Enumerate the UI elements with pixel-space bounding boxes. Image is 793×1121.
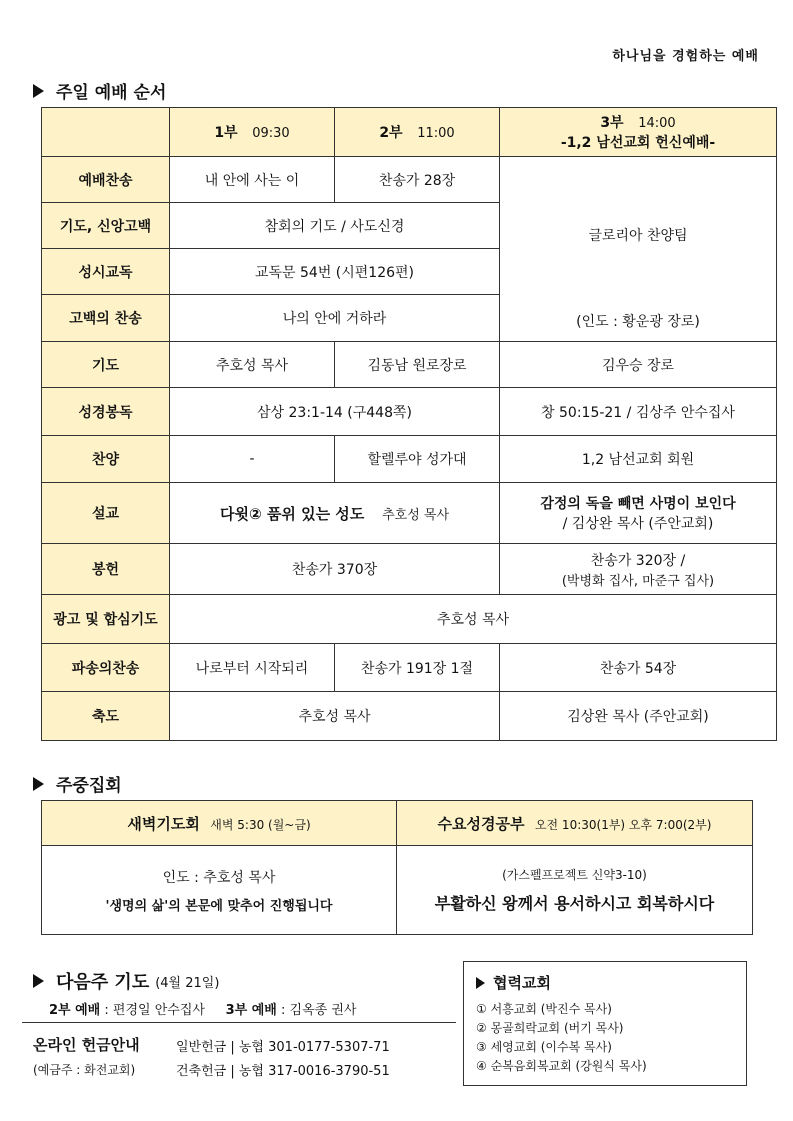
- online-offering-title: 온라인 헌금안내: [33, 1036, 140, 1054]
- sermon-1-2-cell: 다윗② 품위 있는 성도 추호성 목사: [170, 483, 500, 544]
- cell: 찬송가 191장 1절: [335, 644, 500, 692]
- dawn-prayer-cell: 인도 : 추호성 목사 '생명의 삶'의 본문에 맞추어 진행됩니다: [42, 846, 397, 935]
- cell: 1,2 남선교회 회원: [500, 436, 777, 483]
- cell: 추호성 목사: [170, 595, 777, 644]
- cell: 추호성 목사: [170, 692, 500, 741]
- weekday-section-title: [33, 771, 122, 796]
- triangle-bullet-icon: [476, 977, 485, 989]
- row-label: 광고 및 합심기도: [42, 595, 170, 644]
- cell: 삼상 23:1-14 (구448쪽): [170, 388, 500, 436]
- list-item: ③ 세영교회 (이수복 목사): [476, 1040, 612, 1054]
- cell: 김동남 원로장로: [335, 342, 500, 388]
- next-prayer-title: 다음주 기도 (4월 21일): [33, 968, 219, 994]
- praise-team-leader-text: (인도 : 황운광 장로): [576, 314, 700, 330]
- wednesday-study-cell: (가스펠프로젝트 신약3-10) 부활하신 왕께서 용서하시고 회복하시다: [397, 846, 753, 935]
- cell: 나의 안에 거하라: [170, 295, 500, 342]
- cell: 김상완 목사 (주안교회): [500, 692, 777, 741]
- general-offering-account: 일반헌금 | 농협 301-0177-5307-71: [176, 1040, 390, 1055]
- table-header-row: [42, 108, 777, 157]
- sunday-section-title: [33, 78, 166, 103]
- table-row: [42, 692, 777, 741]
- cell: 내 안에 사는 이: [170, 157, 335, 203]
- section-title-text: 주일 예배 순서: [56, 83, 167, 103]
- cell: 추호성 목사: [170, 342, 335, 388]
- table-row: [42, 846, 753, 935]
- table-row: [42, 157, 777, 203]
- dawn-prayer-header: 새벽기도회 새벽 5:30 (월~금): [42, 801, 397, 846]
- row-label: 예배찬송: [42, 157, 170, 203]
- cell: 찬송가 28장: [335, 157, 500, 203]
- cell: 찬송가 370장: [170, 544, 500, 595]
- row-label: 기도: [42, 342, 170, 388]
- row-label: 성시교독: [42, 249, 170, 295]
- cell: 찬송가 54장: [500, 644, 777, 692]
- row-label: 성경봉독: [42, 388, 170, 436]
- cell: 김우승 장로: [500, 342, 777, 388]
- weekday-meetings-table: [41, 800, 753, 935]
- partner-churches-title: 협력교회: [476, 972, 734, 993]
- service-1-header: 1부 09:30: [170, 108, 335, 157]
- cell: 할렐루야 성가대: [335, 436, 500, 483]
- list-item: ④ 순복음회복교회 (강원식 목사): [476, 1059, 647, 1073]
- section-title-text: 주중집회: [56, 776, 122, 796]
- service-2-header: 2부 11:00: [335, 108, 500, 157]
- divider-line: [22, 1022, 456, 1023]
- list-item: ② 몽골희락교회 (버기 목사): [476, 1021, 624, 1035]
- table-row: [42, 388, 777, 436]
- row-label: 축도: [42, 692, 170, 741]
- account-holder-text: (예금주 : 화전교회): [33, 1063, 136, 1077]
- table-header-row: [42, 801, 753, 846]
- row-label: 기도, 신앙고백: [42, 203, 170, 249]
- triangle-bullet-icon: [33, 84, 44, 98]
- header-empty-cell: [42, 108, 170, 157]
- offering-3-cell: 찬송가 320장 / (박병화 집사, 마준구 집사): [500, 544, 777, 595]
- sermon-3-cell: 감정의 독을 빼면 사명이 보인다 / 김상완 목사 (주안교회): [500, 483, 777, 544]
- motto-text: 하나님을 경험하는 예배: [612, 49, 759, 64]
- row-label: 찬양: [42, 436, 170, 483]
- row-label: 봉헌: [42, 544, 170, 595]
- next-prayer-leaders: 2부 예배 : 편경일 안수집사 3부 예배 : 김옥종 권사: [49, 1003, 357, 1018]
- row-label: 설교: [42, 483, 170, 544]
- table-row: [42, 544, 777, 595]
- table-row: [42, 644, 777, 692]
- cell: 교독문 54번 (시편126편): [170, 249, 500, 295]
- wednesday-study-header: 수요성경공부 오전 10:30(1부) 오후 7:00(2부): [397, 801, 753, 846]
- service-3-header: 3부 14:00 -1,2 남선교회 헌신예배-: [500, 108, 777, 157]
- triangle-bullet-icon: [33, 777, 44, 791]
- triangle-bullet-icon: [33, 974, 44, 988]
- partner-churches-box: [463, 961, 747, 1086]
- row-label: 파송의찬송: [42, 644, 170, 692]
- table-row: [42, 595, 777, 644]
- table-row: [42, 483, 777, 544]
- service-3-praise-team-cell: [500, 157, 777, 342]
- list-item: ① 서흥교회 (박진수 목사): [476, 1002, 612, 1016]
- table-row: [42, 342, 777, 388]
- cell: 나로부터 시작되리: [170, 644, 335, 692]
- row-label: 고백의 찬송: [42, 295, 170, 342]
- cell: 참회의 기도 / 사도신경: [170, 203, 500, 249]
- next-prayer-date: (4월 21일): [155, 975, 220, 991]
- cell: -: [170, 436, 335, 483]
- sunday-order-table: [41, 107, 777, 741]
- building-offering-account: 건축헌금 | 농협 317-0016-3790-51: [176, 1064, 390, 1079]
- table-row: [42, 436, 777, 483]
- cell: 창 50:15-21 / 김상주 안수집사: [500, 388, 777, 436]
- praise-team-text: 글로리아 찬양팀: [588, 228, 688, 244]
